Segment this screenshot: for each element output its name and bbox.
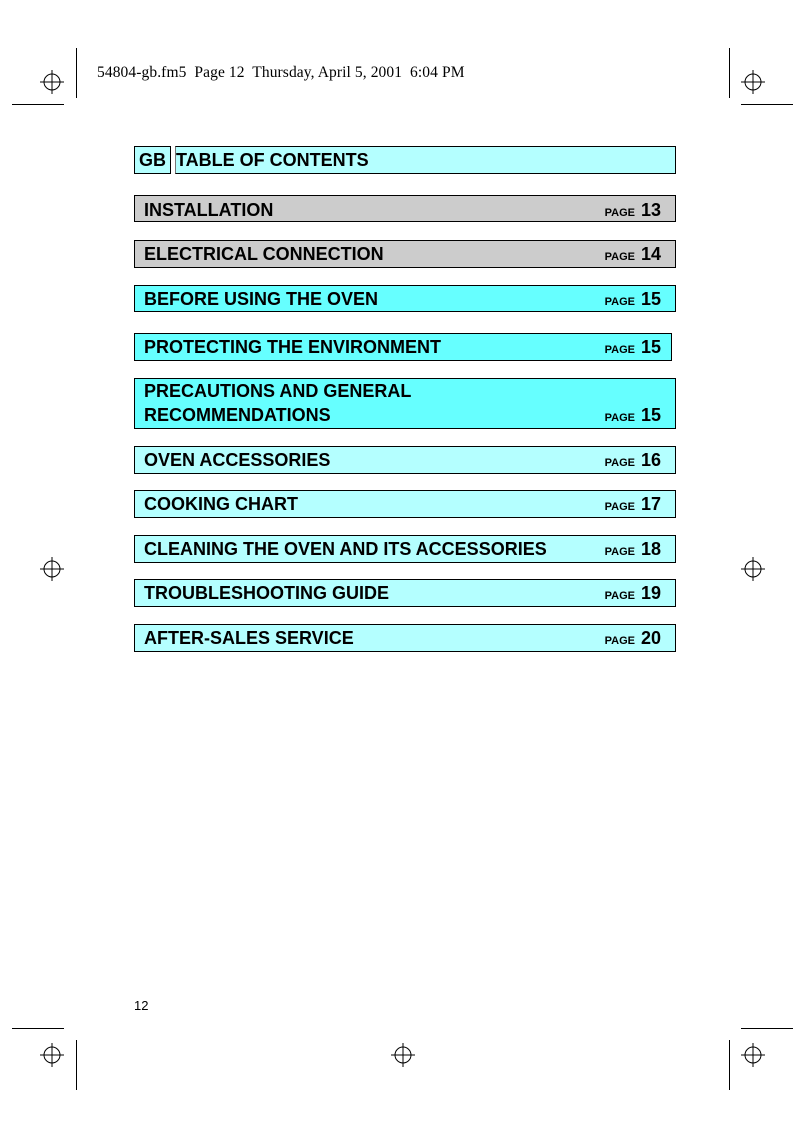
page-number: 14	[640, 244, 661, 264]
crop-mark-bottom-left-horizontal	[12, 1028, 64, 1029]
toc-entry-before-using-the-oven[interactable]	[134, 285, 676, 312]
page-word: PAGE	[604, 207, 635, 219]
toc-entry-label-line2: RECOMMENDATIONS	[144, 405, 331, 425]
toc-entry-after-sales-service[interactable]	[134, 624, 676, 652]
toc-entry-label: COOKING CHART	[144, 494, 298, 514]
toc-entry-page	[605, 200, 661, 221]
toc-title: TABLE OF CONTENTS	[175, 146, 676, 174]
toc-entry-label: BEFORE USING THE OVEN	[144, 289, 379, 309]
page-word: PAGE	[604, 251, 635, 263]
toc-entry-page	[605, 583, 661, 604]
toc-entry-page	[605, 289, 661, 310]
registration-mark-icon	[40, 70, 64, 94]
page-word: PAGE	[604, 635, 635, 647]
page-word: PAGE	[604, 546, 635, 558]
registration-mark-icon	[741, 1043, 765, 1067]
crop-mark-top-left-vertical	[76, 48, 77, 98]
toc-entry-page	[605, 337, 661, 358]
toc-entry-label-line1: PRECAUTIONS AND GENERAL	[144, 381, 412, 401]
toc-entry-page	[605, 539, 661, 560]
toc-entry-page	[605, 405, 661, 426]
registration-mark-icon	[741, 557, 765, 581]
crop-mark-top-right-horizontal	[741, 104, 793, 105]
language-code-badge: GB	[134, 146, 171, 174]
toc-entry-label: AFTER-SALES SERVICE	[144, 628, 354, 648]
page-number: 15	[640, 405, 661, 425]
page-number: 15	[640, 289, 661, 309]
page-number: 13	[640, 200, 661, 220]
registration-mark-icon	[40, 1043, 64, 1067]
toc-entry-page	[605, 494, 661, 515]
crop-mark-top-left-horizontal	[12, 104, 64, 105]
page-number: 17	[640, 494, 661, 514]
registration-mark-icon	[391, 1043, 415, 1067]
page-word: PAGE	[604, 501, 635, 513]
toc-entry-label: ELECTRICAL CONNECTION	[144, 244, 384, 264]
toc-entry-label: INSTALLATION	[144, 200, 274, 220]
toc-entry-cleaning[interactable]	[134, 535, 676, 563]
toc-entry-label: OVEN ACCESSORIES	[144, 450, 331, 470]
toc-entry-page	[605, 628, 661, 649]
crop-mark-bottom-right-vertical	[729, 1040, 730, 1090]
toc-entry-page	[605, 450, 661, 471]
crop-mark-bottom-right-horizontal	[741, 1028, 793, 1029]
registration-mark-icon	[741, 70, 765, 94]
page-number: 16	[640, 450, 661, 470]
toc-entry-label: CLEANING THE OVEN AND ITS ACCESSORIES	[144, 539, 547, 559]
toc-entry-cooking-chart[interactable]	[134, 490, 676, 518]
page-word: PAGE	[604, 296, 635, 308]
toc-entry-label: PROTECTING THE ENVIRONMENT	[144, 337, 442, 357]
toc-entry-installation[interactable]	[134, 195, 676, 222]
page-number: 18	[640, 539, 661, 559]
page-number: 15	[640, 337, 661, 357]
toc-entry-troubleshooting-guide[interactable]	[134, 579, 676, 607]
crop-mark-top-right-vertical	[729, 48, 730, 98]
crop-mark-bottom-left-vertical	[76, 1040, 77, 1090]
page-number: 20	[640, 628, 661, 648]
page-word: PAGE	[604, 590, 635, 602]
page-number: 19	[640, 583, 661, 603]
file-info-header: 54804-gb.fm5 Page 12 Thursday, April 5, 2001 6:04 PM	[97, 64, 465, 81]
page-word: PAGE	[604, 412, 635, 424]
toc-entry-label: TROUBLESHOOTING GUIDE	[144, 583, 390, 603]
toc-entry-precautions[interactable]	[134, 378, 676, 429]
toc-entry-oven-accessories[interactable]	[134, 446, 676, 474]
page-word: PAGE	[604, 457, 635, 469]
toc-entry-page	[605, 244, 661, 265]
page-word: PAGE	[604, 344, 635, 356]
registration-mark-icon	[40, 557, 64, 581]
toc-entry-electrical-connection[interactable]	[134, 240, 676, 268]
footer-page-number: 12	[134, 998, 149, 1013]
toc-entry-protecting-the-environment[interactable]	[134, 333, 672, 361]
